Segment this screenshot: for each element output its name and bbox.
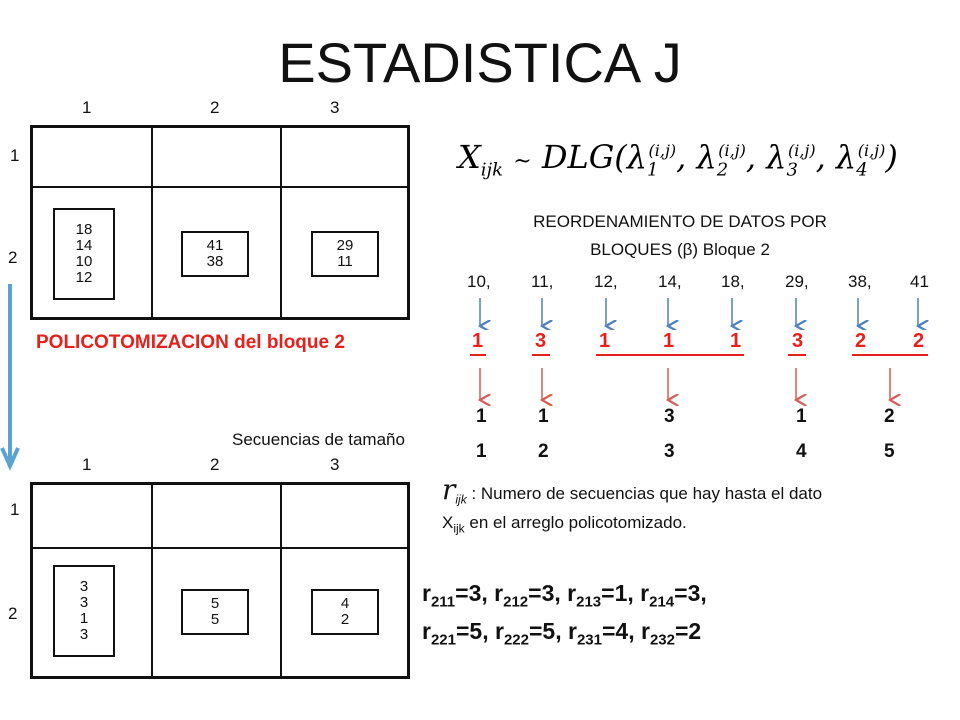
reorder-title-line1: REORDENAMIENTO DE DATOS POR <box>533 212 827 231</box>
code-value: 2 <box>855 330 867 352</box>
sorted-value: 10, <box>467 272 491 291</box>
code-value: 1 <box>472 330 484 352</box>
seq-size: 3 <box>664 406 675 427</box>
r-definition: $r_{ijk}$ : Numero de secuencias que hay hasta el dato $X_{ijk}$ en el arreglo policotomizado. <box>442 473 823 536</box>
sorted-value: 29, <box>785 272 809 291</box>
code-value: 1 <box>730 330 742 352</box>
bottom-col-label-1: 1 <box>82 455 92 474</box>
bottom-col-label-2: 2 <box>210 455 220 474</box>
seq-size: 1 <box>538 406 549 427</box>
top-cell-1: 18 14 10 12 <box>53 208 115 300</box>
seq-index: 4 <box>796 441 807 462</box>
bottom-block-grid <box>30 482 410 679</box>
big-down-arrow-icon <box>0 282 22 474</box>
top-col-label-3: 3 <box>330 98 340 117</box>
blue-arrows <box>460 296 930 330</box>
seq-index: 2 <box>538 441 549 462</box>
seq-index: 5 <box>884 441 895 462</box>
sorted-value: 14, <box>658 272 682 291</box>
top-row-label-2: 2 <box>8 248 18 267</box>
bottom-cell-2: 5 5 <box>181 589 249 635</box>
bottom-row-label-1: 1 <box>10 500 20 519</box>
top-block-grid <box>30 125 410 320</box>
code-value: 3 <box>792 330 804 352</box>
bottom-col-label-3: 3 <box>330 455 340 474</box>
seq-index: 1 <box>476 441 487 462</box>
sorted-value: 11, <box>531 272 554 291</box>
code-value: 3 <box>535 330 547 352</box>
sorted-value: 18, <box>721 272 745 291</box>
r-values-line2: $r_{221}=5$, $r_{222}=5$, $r_{231}=4$, $r_{232}=2$ <box>422 618 702 649</box>
bottom-cell-1: 3 3 1 3 <box>53 565 115 657</box>
code-value: 1 <box>663 330 675 352</box>
seq-index: 3 <box>664 441 675 462</box>
top-cell-2: 41 38 <box>181 231 249 277</box>
reorder-title-line2: BLOQUES (β) Bloque 2 <box>590 240 770 259</box>
sequences-label: Secuencias de tamaño <box>232 430 405 449</box>
page-title: ESTADISTICA J <box>278 31 682 94</box>
code-underlines <box>466 353 936 357</box>
bottom-cell-3: 4 2 <box>311 589 379 635</box>
seq-size: 1 <box>476 406 487 427</box>
top-cell-3: 29 11 <box>311 231 379 277</box>
r-values-line1: $r_{211}=3$, $r_{212}=3$, $r_{213}=1$, $r_{214}=3$, <box>422 580 707 611</box>
red-arrows <box>460 366 930 406</box>
top-col-label-2: 2 <box>210 98 220 117</box>
sorted-value: 41 <box>910 272 929 291</box>
code-value: 1 <box>599 330 611 352</box>
bottom-row-label-2: 2 <box>8 604 18 623</box>
seq-size: 2 <box>884 406 895 427</box>
dlg-formula: $X_{ijk}$ ~ $DLG(\lambda_1^{(i,j)}$, $\lambda_2^{(i,j)}$, $\lambda_3^{(i,j)}$, $\lambda_4^{(i,j)}$) <box>458 138 898 181</box>
top-col-label-1: 1 <box>82 98 92 117</box>
policotomizacion-label: POLICOTOMIZACION del bloque 2 <box>36 332 345 353</box>
sorted-value: 38, <box>848 272 872 291</box>
seq-size: 1 <box>796 406 807 427</box>
top-row-label-1: 1 <box>10 146 20 165</box>
code-value: 2 <box>913 330 925 352</box>
sorted-value: 12, <box>594 272 618 291</box>
